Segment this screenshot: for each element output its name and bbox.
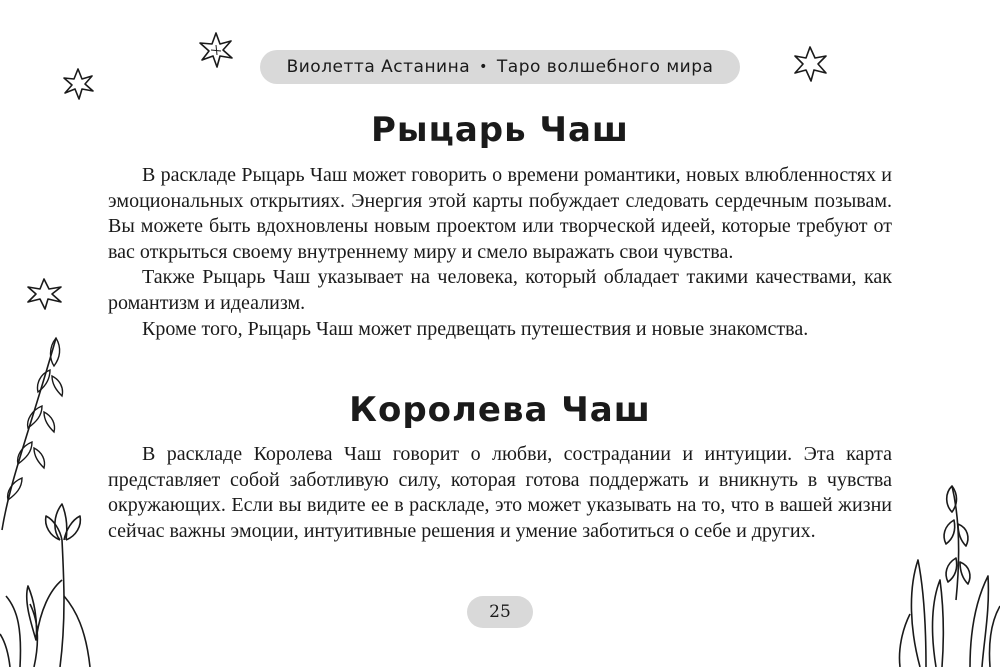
paragraph: В раскладе Рыцарь Чаш может говорить о времени романтики, новых влюбленностях и эмоциональных открытиях. Энергия этой карты побуждает следовать сердечным позывам. Вы можете быть вдохновлены новым проектом или творческой идеей, которые требуют от вас открыться своему внутреннему миру и смело выражать свои чувства.	[108, 164, 892, 263]
header-author: Виолетта Астанина	[286, 57, 471, 77]
paragraph: Кроме того, Рыцарь Чаш может предвещать путешествия и новые знакомства.	[142, 317, 809, 340]
star-doodle-icon	[24, 276, 64, 312]
running-header	[260, 50, 740, 84]
star-doodle-icon	[790, 44, 830, 84]
section-title: Королева Чаш	[349, 390, 651, 430]
paragraph: Также Рыцарь Чаш указывает на человека, который обладает такими качествами, как романтизм и идеализм.	[108, 266, 892, 314]
star-doodle-icon	[196, 30, 236, 70]
section-body	[108, 163, 892, 342]
tulip-flower-icon	[0, 500, 120, 667]
header-book-title: Таро волшебного мира	[496, 57, 714, 77]
star-doodle-icon	[60, 66, 96, 102]
section-body	[108, 442, 892, 544]
paragraph: В раскладе Королева Чаш говорит о любви, сострадании и интуиции. Эта карта представляет собой заботливую силу, которая готова поддержать и вникнуть в чувства окружающих. Если вы видите ее в раскладе, это может указывать на то, что в вашей жизни сейчас важны эмоции, интуитивные решения и умение заботиться о себе и других.	[108, 443, 892, 542]
grass-blades-icon	[880, 480, 1000, 667]
page-number	[467, 596, 533, 628]
page-number-text: 25	[489, 602, 511, 622]
header-separator: •	[479, 59, 488, 75]
section-title: Рыцарь Чаш	[370, 110, 629, 150]
